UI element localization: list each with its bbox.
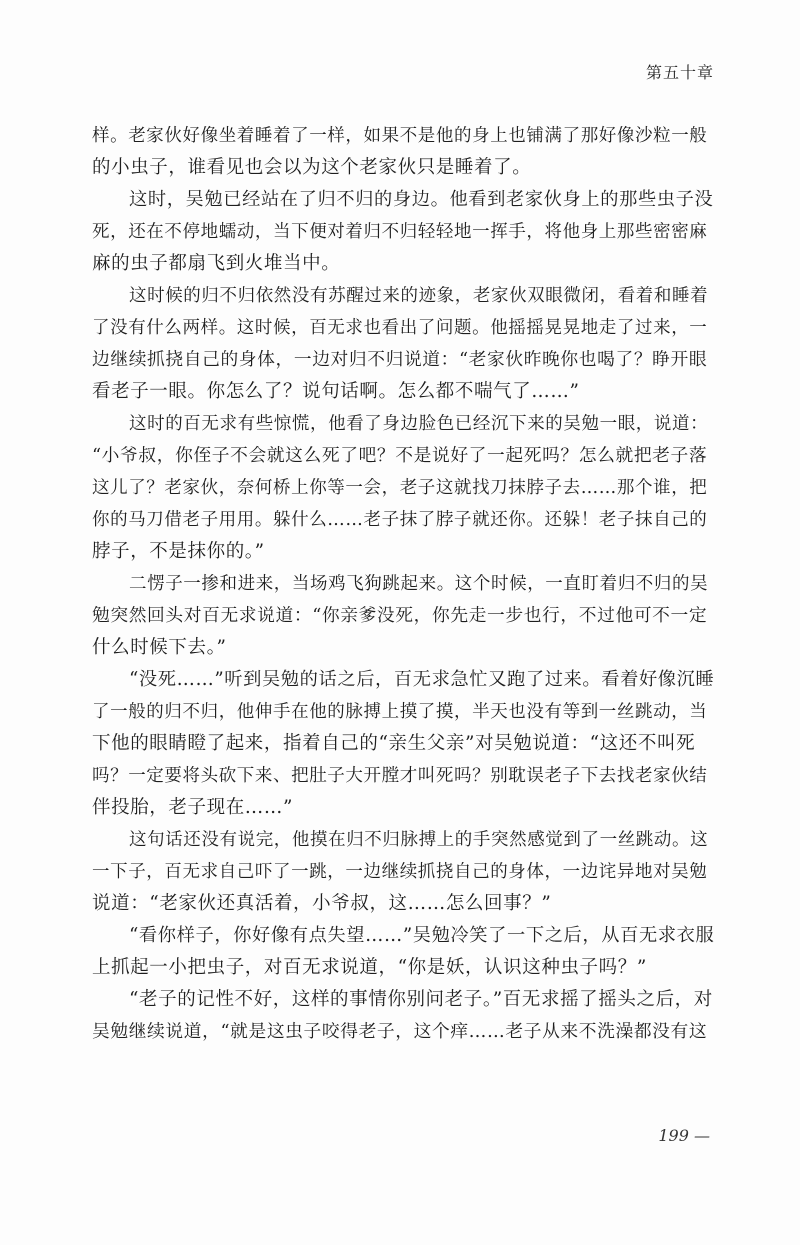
text-line: “没死……”听到吴勉的话之后，百无求急忙又跑了过来。看着好像沉睡 [129, 669, 715, 690]
text-line: 这句话还没有说完，他摸在归不归脉搏上的手突然感觉到了一丝跳动。这 [129, 830, 709, 850]
text-line: 看老子一眼。你怎么了？说句话啊。怎么都不喘气了……” [92, 381, 580, 402]
text-line: 上抓起一小把虫子，对百无求说道，“你是妖，认识这种虫子吗？” [92, 957, 647, 978]
text-line: 死，还在不停地蠕动，当下便对着归不归轻轻地一挥手，将他身上那些密密麻 [92, 222, 708, 242]
text-line: 说道：“老家伙还真活着，小爷叔，这……怎么回事？” [92, 893, 552, 914]
text-line: 吴勉继续说道，“就是这虫子咬得老子，这个痒……老子从来不洗澡都没有这 [92, 1022, 708, 1042]
text-line: 二愣子一掺和进来，当场鸡飞狗跳起来。这个时候，一直盯着归不归的吴 [129, 574, 709, 594]
body-text [92, 120, 714, 1048]
text-line: 这时的百无求有些惊慌，他看了身边脸色已经沉下来的吴勉一眼，说道： [129, 414, 709, 434]
text-line: 这儿了？老家伙，奈何桥上你等一会，老子这就找刀抹脖子去……那个谁，把 [92, 478, 708, 498]
text-line: 了没有什么两样。这时候，百无求也看出了问题。他摇摇晃晃地走了过来，一 [92, 318, 708, 338]
text-line: 边继续抓挠自己的身体，一边对归不归说道：“老家伙昨晚你也喝了？睁开眼 [92, 350, 708, 370]
text-line: “看你样子，你好像有点失望……”吴勉冷笑了一下之后，从百无求衣服 [129, 925, 715, 946]
text-line: 样。老家伙好像坐着睡着了一样，如果不是他的身上也铺满了那好像沙粒一般 [92, 126, 708, 146]
text-line: 这时候的归不归依然没有苏醒过来的迹象，老家伙双眼微闭，看着和睡着 [129, 286, 709, 306]
page-number: 199 — [658, 1126, 710, 1145]
text-line: “老子的记性不好，这样的事情你别问老子。”百无求摇了摇头之后，对 [129, 989, 713, 1010]
text-line: “小爷叔，你侄子不会就这么死了吧？不是说好了一起死吗？怎么就把老子落 [92, 446, 708, 466]
text-line: 麻的虫子都扇飞到火堆当中。 [92, 253, 341, 274]
text-line: 下他的眼睛瞪了起来，指着自己的“亲生父亲”对吴勉说道：“这还不叫死 [92, 733, 696, 754]
text-line: 这时，吴勉已经站在了归不归的身边。他看到老家伙身上的那些虫子没 [129, 189, 714, 210]
text-line: 了一般的归不归，他伸手在他的脉搏上摸了摸，半天也没有等到一丝跳动，当 [92, 702, 708, 722]
text-line: 伴投胎，老子现在……” [92, 797, 294, 818]
text-line: 吗？一定要将头砍下来、把肚子大开膛才叫死吗？别耽误老子下去找老家伙结 [92, 766, 708, 786]
text-line: 脖子，不是抹你的。” [92, 541, 265, 562]
text-line: 的小虫子，谁看见也会以为这个老家伙只是睡着了。 [92, 157, 532, 178]
text-line: 勉突然回头对百无求说道：“你亲爹没死，你先走一步也行，不过他可不一定 [92, 606, 708, 626]
chapter-heading: 第五十章 [645, 63, 714, 82]
text-line: 你的马刀借老子用用。躲什么……老子抹了脖子就还你。还躲！老子抹自己的 [92, 510, 708, 530]
text-line: 一下子，百无求自己吓了一跳，一边继续抓挠自己的身体，一边诧异地对吴勉 [92, 862, 708, 882]
text-line: 什么时候下去。” [92, 637, 227, 658]
